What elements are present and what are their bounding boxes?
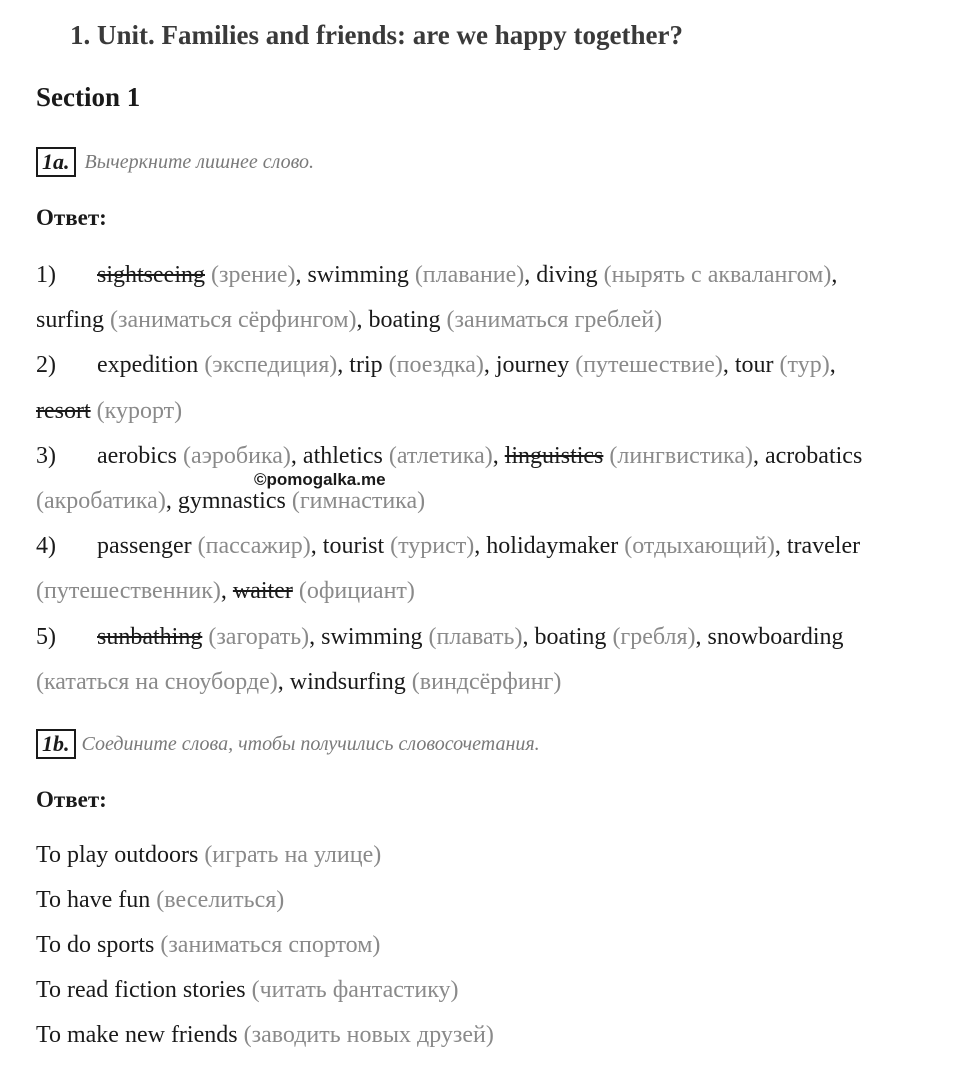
word: tour bbox=[734, 352, 774, 379]
translation: (поездка) bbox=[382, 352, 484, 379]
word: tourist bbox=[322, 533, 385, 560]
word: surfing bbox=[36, 307, 104, 334]
word: gymnastics bbox=[177, 487, 286, 514]
separator: , bbox=[831, 262, 838, 288]
phrase-translation: (читать фантастику) bbox=[245, 977, 459, 1003]
answer-line bbox=[36, 434, 936, 479]
word: swimming bbox=[321, 623, 423, 650]
word: windsurfing bbox=[289, 668, 406, 695]
separator: , bbox=[277, 668, 290, 695]
item-number: 3) bbox=[36, 442, 56, 469]
crossed-out-word: resort bbox=[36, 397, 91, 424]
phrase-item bbox=[36, 968, 494, 1013]
item-number: 4) bbox=[36, 533, 56, 560]
task-1b-answer-label: Ответ: bbox=[36, 787, 107, 812]
task-1b-phrases bbox=[36, 833, 494, 1058]
phrase-translation: (заводить новых друзей) bbox=[237, 1022, 494, 1048]
word: traveler bbox=[786, 533, 861, 560]
word: boating bbox=[368, 307, 441, 334]
separator: , bbox=[753, 442, 765, 469]
phrase-translation: (заниматься спортом) bbox=[154, 932, 381, 958]
phrase-translation: (веселиться) bbox=[150, 887, 285, 913]
translation: (отдыхающий) bbox=[618, 533, 775, 560]
word: expedition bbox=[97, 352, 199, 379]
word: acrobatics bbox=[765, 442, 863, 469]
separator: , bbox=[524, 262, 537, 288]
item-number: 2) bbox=[36, 352, 56, 379]
answer-line bbox=[36, 298, 936, 343]
separator: , bbox=[309, 623, 322, 650]
answer-line bbox=[36, 253, 936, 298]
translation: (нырять с аквалангом) bbox=[597, 262, 832, 288]
translation: (путешествие) bbox=[569, 352, 723, 379]
phrase-english: To play outdoors bbox=[36, 842, 199, 868]
translation: (тур) bbox=[773, 352, 830, 379]
crossed-out-word: linguistics bbox=[504, 442, 604, 469]
translation: (зрение) bbox=[205, 262, 296, 288]
separator: , bbox=[829, 352, 836, 379]
translation: (атлетика) bbox=[382, 442, 493, 469]
separator: , bbox=[295, 262, 308, 288]
crossed-out-word: sightseeing bbox=[97, 262, 205, 288]
task-1a-answers bbox=[36, 253, 936, 705]
phrase-item bbox=[36, 923, 494, 968]
item-number: 1) bbox=[36, 262, 56, 288]
word: holidaymaker bbox=[486, 533, 619, 560]
answer-line bbox=[36, 389, 936, 434]
separator: , bbox=[290, 442, 303, 469]
separator: , bbox=[165, 487, 178, 514]
separator: , bbox=[356, 307, 369, 334]
word: boating bbox=[534, 623, 607, 650]
word: trip bbox=[349, 352, 383, 379]
phrase-english: To make new friends bbox=[36, 1022, 238, 1048]
translation: (курорт) bbox=[90, 397, 183, 424]
separator: , bbox=[774, 533, 787, 560]
phrase-item bbox=[36, 878, 494, 923]
translation: (гребля) bbox=[606, 623, 696, 650]
word: passenger bbox=[97, 533, 192, 560]
phrase-translation: (играть на улице) bbox=[198, 842, 382, 868]
word: snowboarding bbox=[707, 623, 844, 650]
word: swimming bbox=[307, 262, 409, 288]
answer-line bbox=[36, 660, 936, 705]
phrase-english: To have fun bbox=[36, 887, 151, 913]
word: journey bbox=[495, 352, 570, 379]
translation: (кататься на сноуборде) bbox=[36, 668, 278, 695]
translation: (заниматься сёрфингом) bbox=[104, 307, 357, 334]
translation: (путешественник) bbox=[36, 578, 221, 605]
task-1a-badge: 1a. bbox=[36, 147, 76, 177]
separator: , bbox=[722, 352, 735, 379]
task-1a-instruction: Вычеркните лишнее слово. bbox=[84, 150, 315, 173]
separator: , bbox=[522, 623, 535, 650]
translation: (заниматься греблей) bbox=[440, 307, 663, 334]
task-1b-instruction: Соедините слова, чтобы получились словосочетания. bbox=[81, 732, 540, 755]
translation: (акробатика) bbox=[36, 487, 166, 514]
crossed-out-word: sunbathing bbox=[97, 623, 203, 650]
translation: (плавать) bbox=[422, 623, 523, 650]
translation: (загорать) bbox=[202, 623, 310, 650]
separator: , bbox=[492, 442, 505, 469]
separator: , bbox=[483, 352, 496, 379]
task-1a-header bbox=[36, 147, 314, 177]
separator: , bbox=[474, 533, 487, 560]
phrase-english: To do sports bbox=[36, 932, 155, 958]
section-title: Section 1 bbox=[36, 82, 141, 112]
translation: (аэробика) bbox=[176, 442, 291, 469]
task-1a-answer-label: Ответ: bbox=[36, 205, 107, 230]
task-1b-badge: 1b. bbox=[36, 729, 76, 759]
unit-title: 1. Unit. Families and friends: are we happy together? bbox=[70, 20, 683, 50]
answer-line bbox=[36, 479, 936, 524]
separator: , bbox=[220, 578, 233, 605]
answer-line bbox=[36, 569, 936, 614]
task-1b-header bbox=[36, 729, 540, 759]
separator: , bbox=[310, 533, 323, 560]
answer-line bbox=[36, 343, 936, 388]
phrase-english: To read fiction stories bbox=[36, 977, 246, 1003]
translation: (официант) bbox=[292, 578, 415, 605]
separator: , bbox=[695, 623, 708, 650]
phrase-item bbox=[36, 833, 494, 878]
translation: (гимнастика) bbox=[285, 487, 426, 514]
translation: (лингвистика) bbox=[603, 442, 753, 469]
separator: , bbox=[337, 352, 350, 379]
crossed-out-word: waiter bbox=[232, 578, 293, 605]
translation: (экспедиция) bbox=[198, 352, 338, 379]
phrase-item bbox=[36, 1013, 494, 1058]
word: athletics bbox=[302, 442, 383, 469]
word: diving bbox=[536, 262, 598, 288]
answer-line bbox=[36, 524, 936, 569]
answer-line bbox=[36, 615, 936, 660]
item-number: 5) bbox=[36, 623, 56, 650]
translation: (турист) bbox=[384, 533, 475, 560]
translation: (плавание) bbox=[408, 262, 525, 288]
watermark: ©pomogalka.me bbox=[254, 470, 386, 489]
translation: (виндсёрфинг) bbox=[405, 668, 562, 695]
translation: (пассажир) bbox=[191, 533, 311, 560]
word: aerobics bbox=[97, 442, 177, 469]
